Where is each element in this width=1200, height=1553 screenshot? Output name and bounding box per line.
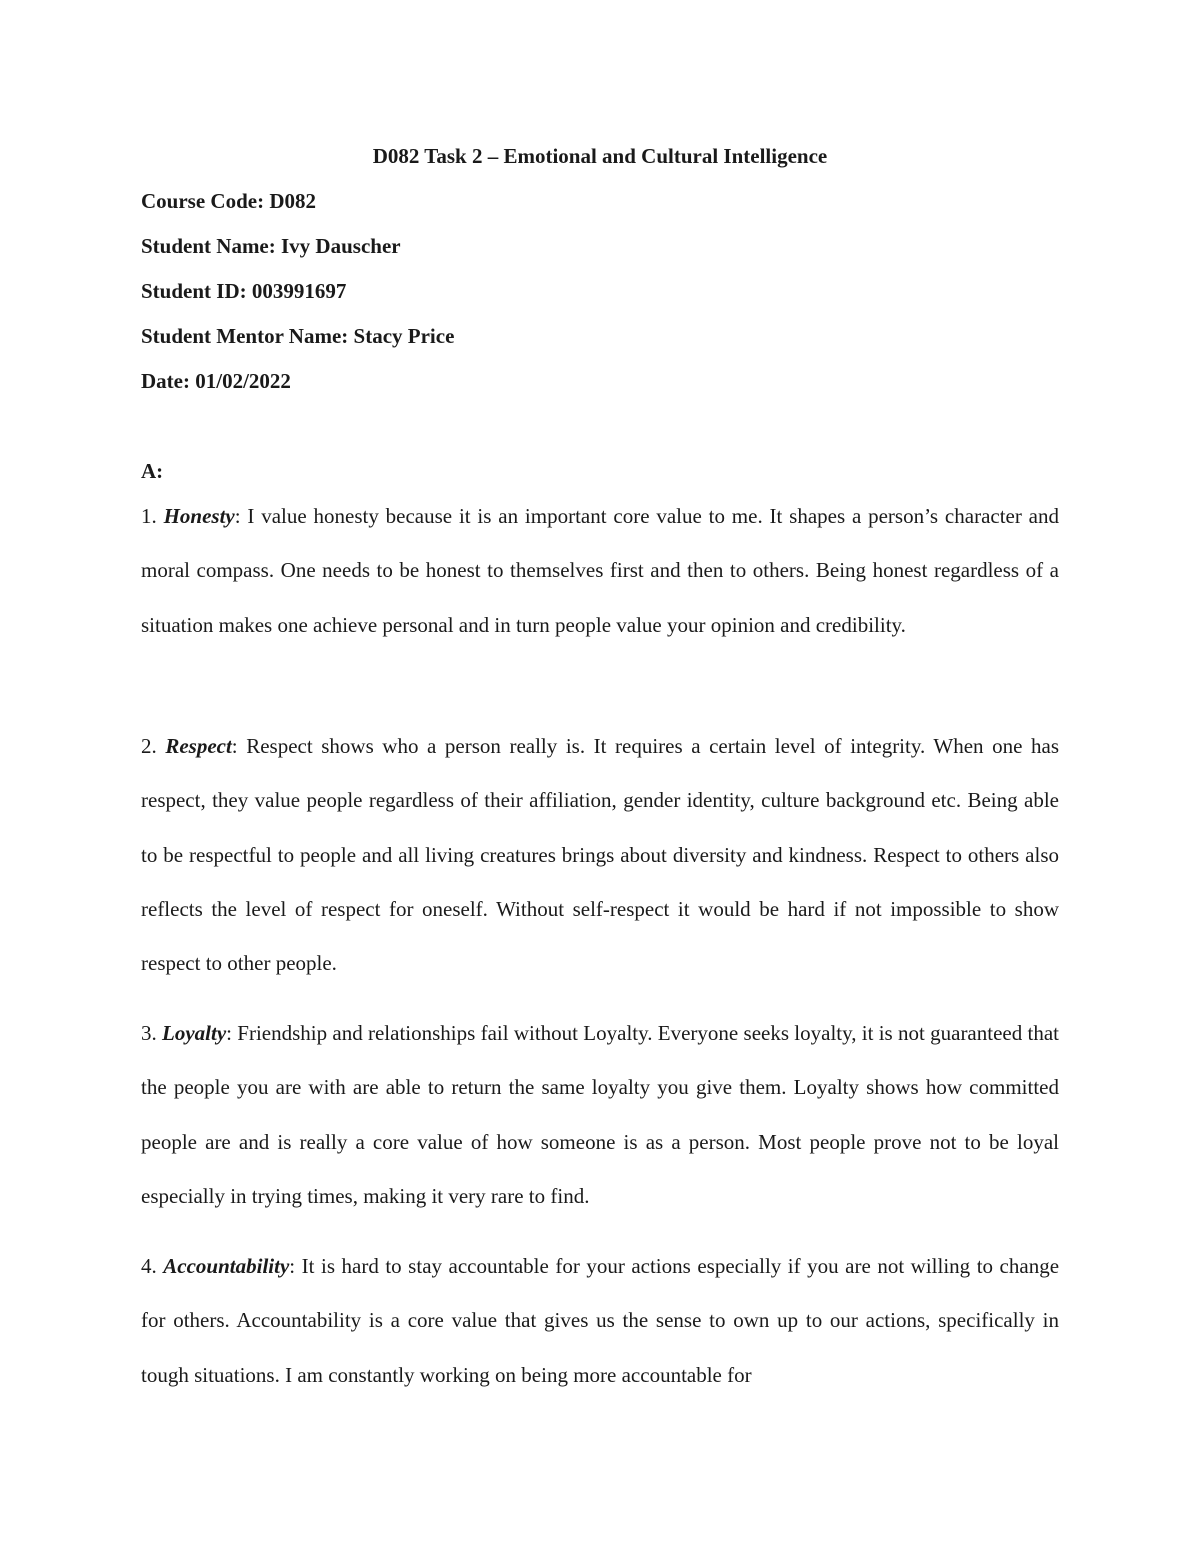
meta-mentor-name	[141, 320, 454, 352]
meta-value: Stacy Price	[353, 324, 455, 348]
paragraph-number: 4.	[141, 1254, 164, 1278]
paragraph-loyalty	[141, 1006, 1059, 1223]
paragraph-accountability	[141, 1239, 1059, 1402]
meta-date	[141, 365, 291, 397]
paragraph-number: 2.	[141, 734, 166, 758]
meta-label: Course Code:	[141, 189, 270, 213]
document-page	[141, 0, 1059, 1553]
paragraph-text: : It is hard to stay accountable for your actions especially if you are not willing to change for others. Accountability is a core value that gives us the sense to own up to our actions, specifically in tough situations. I am constantly working on being more accountable for	[141, 1254, 1060, 1387]
paragraph-number: 1.	[141, 504, 164, 528]
meta-student-id	[141, 275, 346, 307]
paragraph-number: 3.	[141, 1021, 163, 1045]
paragraph-text: : Friendship and relationships fail without Loyalty. Everyone seeks loyalty, it is not guaranteed that the people you are with are able to return the same loyalty you give them. Loyalty shows how committed people are and is really a core value of how someone is as a person. Most people prove not to be loyal especially in trying times, making it very rare to find.	[141, 1021, 1059, 1208]
paragraph-term: Loyalty	[162, 1021, 227, 1045]
paragraph-term: Respect	[165, 734, 232, 758]
meta-value: 003991697	[251, 279, 347, 303]
paragraph-respect	[141, 719, 1059, 990]
meta-value: Ivy Dauscher	[281, 234, 401, 258]
meta-course-code	[141, 185, 316, 217]
meta-student-name	[141, 230, 401, 262]
document-title: D082 Task 2 – Emotional and Cultural Intelligence	[372, 144, 828, 168]
paragraph-honesty	[141, 489, 1059, 652]
meta-label: Student Name:	[141, 234, 281, 258]
paragraph-term: Accountability	[163, 1254, 290, 1278]
meta-value: D082	[269, 189, 316, 213]
paragraph-term: Honesty	[163, 504, 235, 528]
meta-label: Date:	[141, 369, 196, 393]
section-label: A:	[141, 459, 164, 483]
paragraph-text: : Respect shows who a person really is. It requires a certain level of integrity. When one has respect, they value people regardless of their affiliation, gender identity, culture background etc. Being able to be respectful to people and all living creatures brings about diversity and kindness. Respect to others also reflects the level of respect for oneself. Without self-respect it would be hard if not impossible to show respect to other people.	[141, 734, 1059, 976]
paragraph-text: : I value honesty because it is an important core value to me. It shapes a person’s character and moral compass. One needs to be honest to themselves first and then to others. Being honest regardless of a situation makes one achieve personal and in turn people value your opinion and credibility.	[141, 504, 1059, 637]
meta-label: Student ID:	[141, 279, 252, 303]
meta-value: 01/02/2022	[195, 369, 291, 393]
meta-label: Student Mentor Name:	[141, 324, 354, 348]
